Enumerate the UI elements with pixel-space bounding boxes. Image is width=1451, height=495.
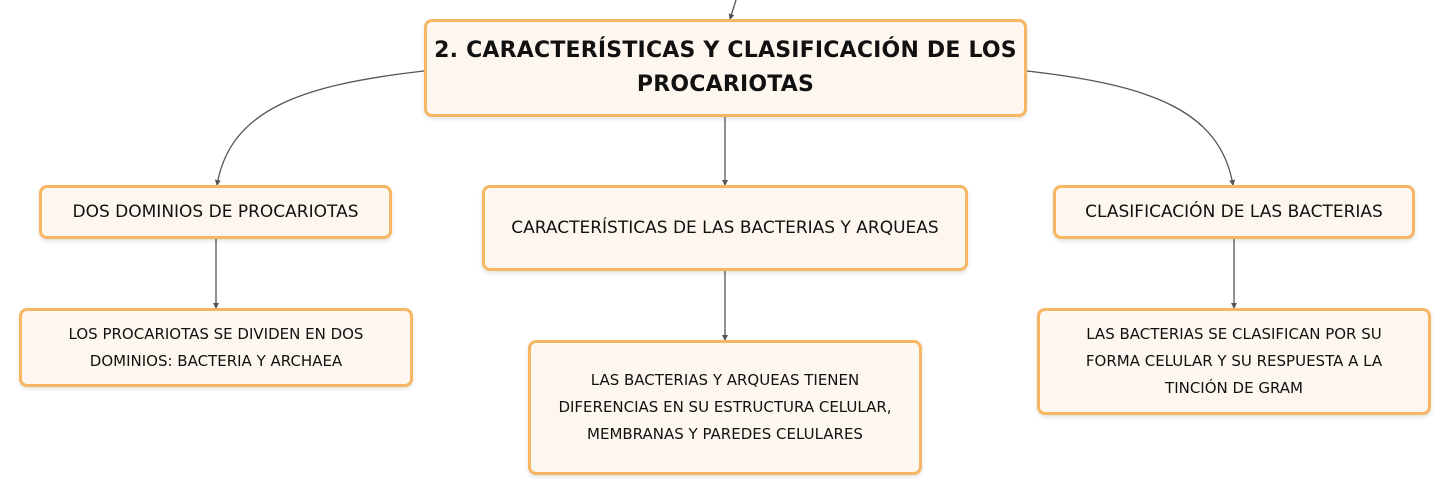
leaf-text: LAS BACTERIAS SE CLASIFICAN POR SU FORMA CELULAR Y SU RESPUESTA A LA TINCIÓN DE GRAM — [1085, 325, 1383, 397]
leaf-node-caracteristicas[interactable] — [528, 340, 922, 475]
leaf-text: LOS PROCARIOTAS SE DIVIDEN EN DOS DOMINIOS: BACTERIA Y ARCHAEA — [68, 324, 364, 370]
branch-node-clasificacion[interactable] — [1053, 185, 1415, 239]
connector-from-parent — [730, 0, 736, 19]
branch-label: CARACTERÍSTICAS DE LAS BACTERIAS Y ARQUEAS — [511, 218, 939, 238]
leaf-node-dominios[interactable] — [19, 308, 413, 387]
branch-label: CLASIFICACIÓN DE LAS BACTERIAS — [1085, 202, 1383, 222]
branch-node-caracteristicas[interactable] — [482, 185, 968, 271]
root-topic-node[interactable] — [424, 19, 1027, 117]
root-topic-text: 2. CARACTERÍSTICAS Y CLASIFICACIÓN DE LOS PROCARIOTAS — [434, 38, 1017, 97]
leaf-node-clasificacion[interactable] — [1037, 308, 1431, 415]
leaf-text: LAS BACTERIAS Y ARQUEAS TIENEN DIFERENCIAS EN SU ESTRUCTURA CELULAR, MEMBRANAS Y PAREDES CELULARES — [558, 371, 892, 443]
branch-node-dominios[interactable] — [39, 185, 392, 239]
branch-label: DOS DOMINIOS DE PROCARIOTAS — [72, 202, 359, 222]
connector-root-to-left-branch — [217, 71, 424, 185]
connector-root-to-right-branch — [1027, 71, 1233, 185]
